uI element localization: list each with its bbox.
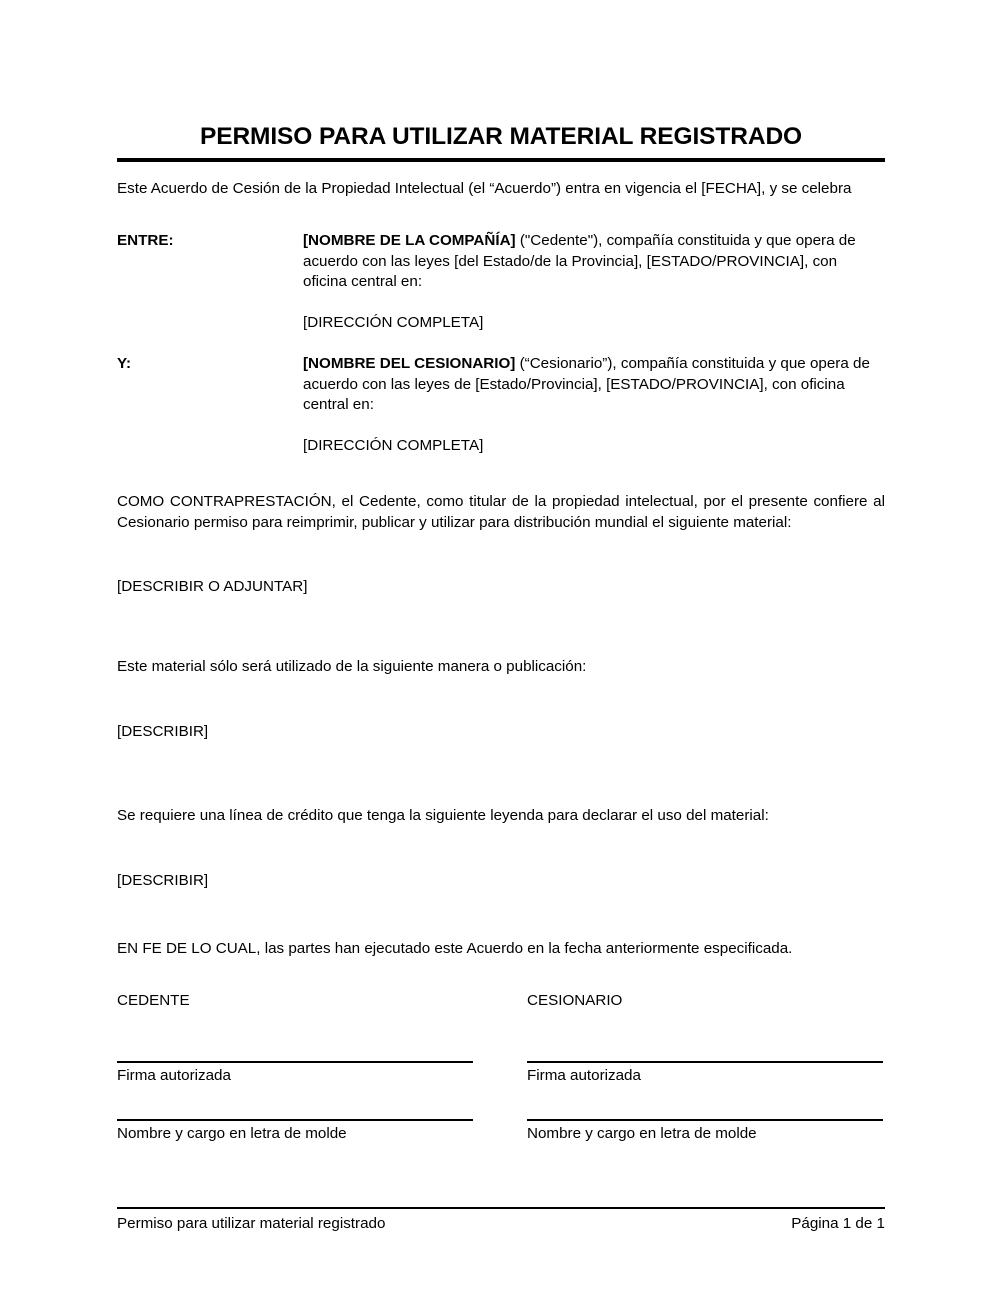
page-title: PERMISO PARA UTILIZAR MATERIAL REGISTRADO: [199, 123, 803, 150]
party-address-assignor: [DIRECCIÓN COMPLETA]: [303, 313, 484, 331]
footer-row: [117, 1209, 885, 1235]
party-label-entre: ENTRE:: [117, 232, 174, 250]
material-placeholder: [DESCRIBIR O ADJUNTAR]: [117, 578, 308, 596]
usage-intro-paragraph: Este material sólo será utilizado de la siguiente manera o publicación:: [117, 657, 587, 675]
party-text-assignor: [303, 231, 885, 293]
party-text-assignee: [303, 354, 885, 416]
name-caption-cesionario: Nombre y cargo en letra de molde: [527, 1125, 757, 1143]
credit-placeholder: [DESCRIBIR]: [117, 872, 209, 890]
credit-intro-paragraph: Se requiere una línea de crédito que tenga la siguiente leyenda para declarar el uso del material:: [117, 806, 769, 824]
signature-section: [117, 991, 885, 1145]
footer-page-number: Página 1 de 1: [791, 1214, 885, 1232]
party-row-assignee: [117, 354, 885, 456]
signature-heading-cedente: CEDENTE: [117, 992, 190, 1010]
usage-placeholder: [DESCRIBIR]: [117, 723, 209, 741]
party-description-assignor: ("Cedente"), compañía constituida y que opera de acuerdo con las leyes [del Estado/de la Provincia], [ESTADO/PROVINCIA], con oficina central en:: [303, 232, 856, 291]
signature-column-assignor: [117, 991, 473, 1145]
signature-grid: [117, 991, 885, 1145]
parties-section: [117, 231, 885, 456]
consideration-paragraph: COMO CONTRAPRESTACIÓN, el Cedente, como titular de la propiedad intelectual, por el presente confiere al Cesionario permiso para reimprimir, publicar y utilizar para distribución mundial el siguiente material:: [117, 493, 885, 531]
party-label-y: Y:: [117, 355, 132, 373]
party-name-assignee: [NOMBRE DEL CESIONARIO]: [303, 355, 516, 373]
party-row-assignor: [117, 231, 885, 333]
signature-column-assignee: [527, 991, 883, 1145]
footer-document-name: Permiso para utilizar material registrado: [117, 1214, 386, 1232]
party-body-assignor: [303, 231, 885, 333]
page-footer: [117, 1207, 885, 1235]
title-divider: [117, 158, 885, 162]
signature-caption-cedente: Firma autorizada: [117, 1066, 231, 1084]
party-description-assignee: (“Cesionario”), compañía constituida y que opera de acuerdo con las leyes de [Estado/Provincia], [ESTADO/PROVINCIA], con oficina central en:: [303, 355, 870, 414]
party-body-assignee: [303, 354, 885, 456]
name-caption-cedente: Nombre y cargo en letra de molde: [117, 1125, 347, 1143]
intro-paragraph: Este Acuerdo de Cesión de la Propiedad Intelectual (el “Acuerdo”) entra en vigencia el [FECHA], y se celebra: [117, 179, 852, 197]
signature-heading-cesionario: CESIONARIO: [527, 992, 623, 1010]
document-page: [117, 0, 885, 1290]
execution-paragraph: EN FE DE LO CUAL, las partes han ejecutado este Acuerdo en la fecha anteriormente especificada.: [117, 939, 793, 957]
signature-caption-cesionario: Firma autorizada: [527, 1066, 641, 1084]
party-address-assignee: [DIRECCIÓN COMPLETA]: [303, 436, 484, 454]
party-name-assignor: [NOMBRE DE LA COMPAÑÍA]: [303, 232, 516, 250]
